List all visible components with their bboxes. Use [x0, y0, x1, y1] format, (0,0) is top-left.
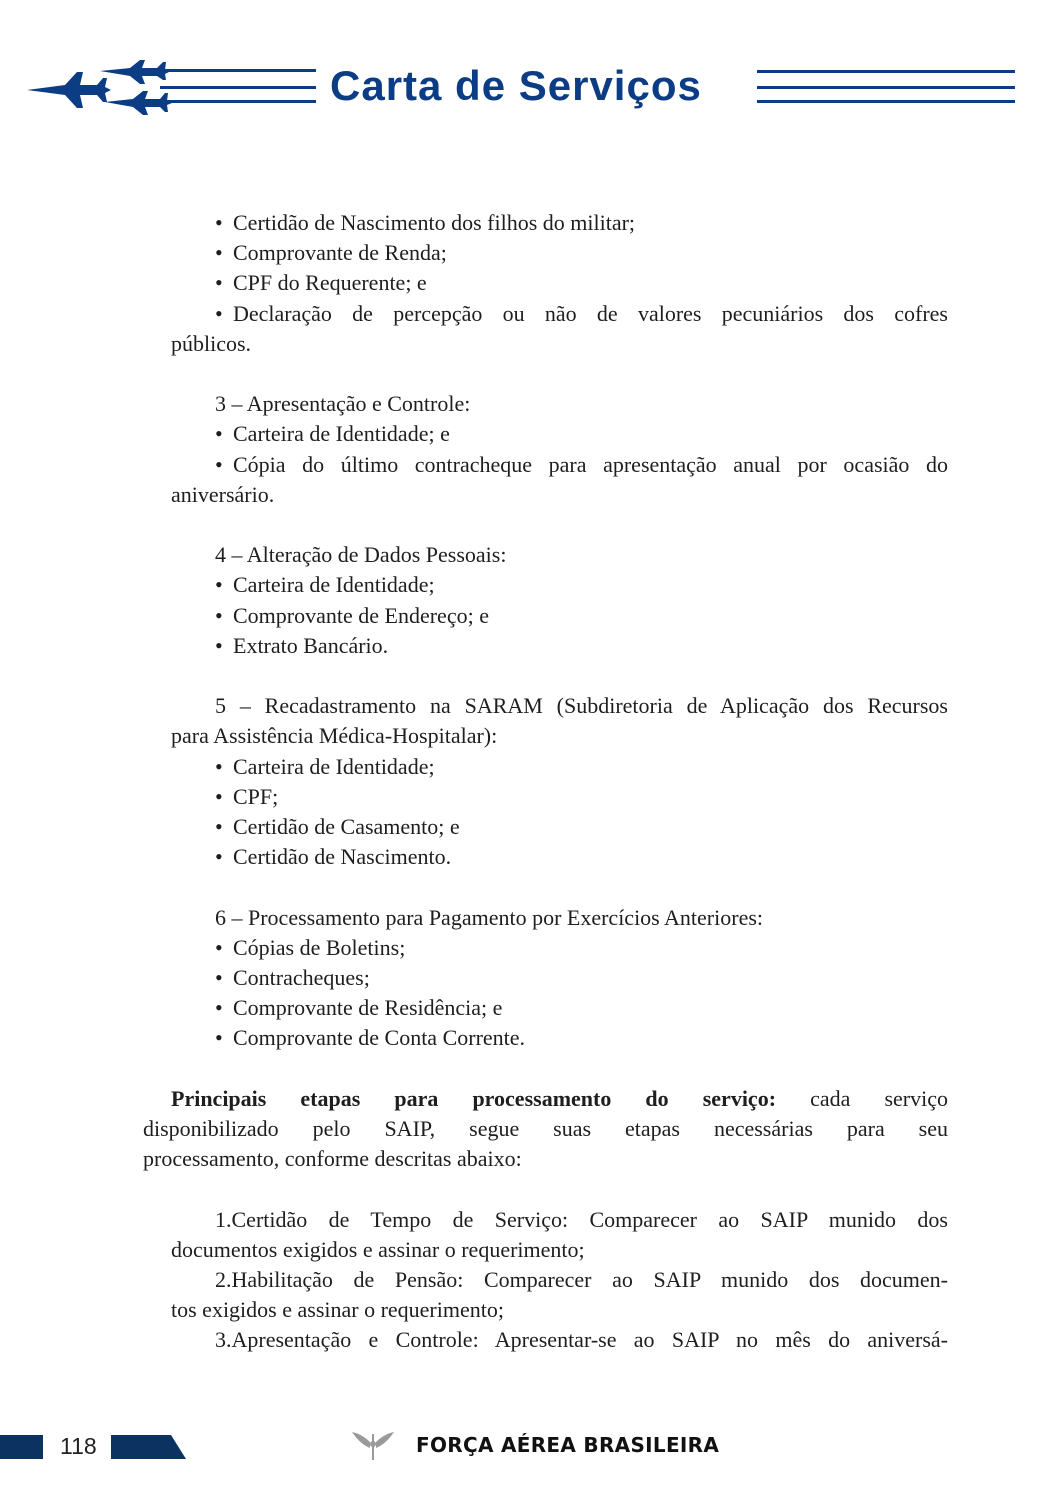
list-item: • Extrato Bancário.: [233, 631, 388, 661]
header-rule: [160, 86, 316, 89]
header-rule: [757, 86, 1015, 89]
step-item: 2.Habilitação de Pensão: Comparecer ao SAIP munido dos documen-: [215, 1267, 948, 1292]
page-title: Carta de Serviços: [330, 62, 702, 109]
list-item: • Cópia do último contracheque para apresentação anual por ocasião do: [233, 450, 948, 480]
section-heading: para Assistência Médica-Hospitalar):: [171, 723, 498, 749]
list-item: • Certidão de Casamento; e: [233, 812, 460, 842]
step-item: 3.Apresentação e Controle: Apresentar-se ao SAIP no mês do aniversá-: [215, 1327, 948, 1353]
list-item: • Comprovante de Conta Corrente.: [233, 1023, 525, 1053]
header-rule: [160, 100, 316, 103]
stages-intro-line: disponibilizado pelo SAIP, segue suas etapas necessárias para seu: [143, 1116, 948, 1141]
list-item: • Contracheques;: [233, 963, 370, 993]
section-heading: 6 – Processamento para Pagamento por Exercícios Anteriores:: [215, 904, 764, 930]
list-item: • Certidão de Nascimento dos filhos do militar;: [233, 208, 635, 238]
list-item: • Carteira de Identidade; e: [233, 419, 450, 449]
list-item: • Carteira de Identidade;: [233, 570, 435, 600]
list-item: • Cópias de Boletins;: [233, 933, 405, 963]
step-item: 1.Certidão de Tempo de Serviço: Comparecer ao SAIP munido dos: [215, 1206, 948, 1232]
stages-intro-line: [171, 1084, 948, 1114]
section-heading: 3 – Apresentação e Controle:: [215, 391, 471, 417]
list-item: • Declaração de percepção ou não de valores pecuniários dos cofres: [233, 299, 948, 329]
section-heading: 5 – Recadastramento na SARAM (Subdiretoria de Aplicação dos Recursos: [215, 693, 948, 719]
list-item: • CPF do Requerente; e: [233, 268, 427, 298]
step-item: tos exigidos e assinar o requerimento;: [171, 1297, 504, 1323]
list-item: • Carteira de Identidade;: [233, 752, 435, 782]
footer-bar: [111, 1435, 186, 1459]
list-item: aniversário.: [171, 481, 275, 507]
header-rule: [757, 70, 1015, 73]
step-item: documentos exigidos e assinar o requerimento;: [171, 1236, 585, 1262]
list-item: • Comprovante de Residência; e: [233, 993, 502, 1023]
list-item: • Comprovante de Endereço; e: [233, 601, 489, 631]
bold-lead: Principais etapas para processamento do serviço:: [171, 1085, 777, 1111]
section-heading: 4 – Alteração de Dados Pessoais:: [215, 542, 507, 568]
footer-bar: [0, 1435, 43, 1459]
text-span: cada serviço: [776, 1085, 948, 1111]
header-rule: [757, 100, 1015, 103]
page-number: 118: [60, 1433, 97, 1459]
air-force-emblem-icon: [350, 1428, 396, 1462]
list-item: • CPF;: [233, 782, 278, 812]
list-item: públicos.: [171, 330, 252, 356]
list-item: • Comprovante de Renda;: [233, 238, 447, 268]
header-rule: [160, 69, 316, 72]
list-item: • Certidão de Nascimento.: [233, 842, 451, 872]
stages-intro-line: processamento, conforme descritas abaixo:: [143, 1146, 522, 1172]
organization-name: FORÇA AÉREA BRASILEIRA: [416, 1433, 720, 1457]
